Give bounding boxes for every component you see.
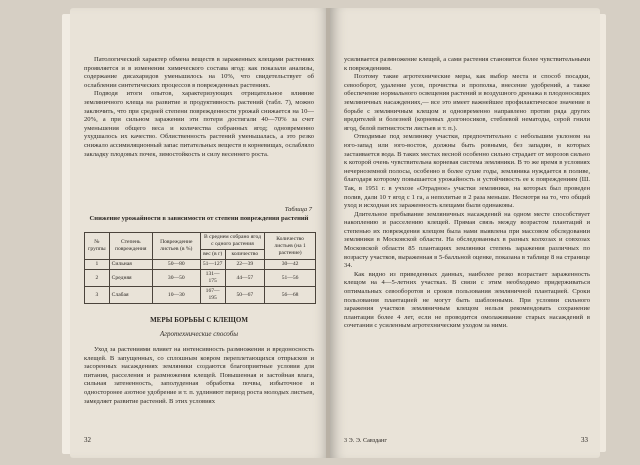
table-header-cell: количество: [225, 250, 265, 260]
table-header-cell: Повреждение листьев (в %): [152, 233, 200, 260]
table-cell: 10—30: [152, 287, 200, 304]
table-cell: 30—42: [265, 260, 316, 270]
right-text: [344, 56, 590, 331]
section-heading: МЕРЫ БОРЬБЫ С КЛЕЩОМ: [150, 316, 248, 324]
table-header-cell: № группы: [85, 233, 110, 260]
table-header-cell: Количество листьев (на 1 растение): [265, 233, 316, 260]
table-caption: Снижение урожайности в зависимости от степени повреждения растений: [89, 215, 309, 222]
table-header-cell: Степень повреждения: [109, 233, 152, 260]
paragraph: Как видно из приведенных данных, наиболее резко возрастает зараженность клещом на 4—5-летних участках. В связи с этим необходимо придерживаться оптимальных севооборотов и сроков пользования земляничной плантацией. Сроки пользования плантацией не могут быть шаблонными. При условии сильного заражения участков земляничным клещом нельзя рекомендовать сохранение плантации более 4 лет, если не проводится омолаживание старых насаждений в сочетании с усиленным агротехническим уходом за ними.: [344, 270, 590, 330]
page-number: 32: [84, 436, 91, 444]
table-header-cell: В среднем собрано ягод с одного растения: [200, 233, 264, 250]
table-cell: 56—68: [265, 287, 316, 304]
right-page: [330, 8, 600, 458]
table-cell: 44—57: [225, 270, 265, 287]
table-cell: 167—195: [200, 287, 225, 304]
left-top-text: [84, 56, 314, 159]
table-cell: 30—50: [152, 270, 200, 287]
table-cell: 131—175: [200, 270, 225, 287]
yield-table: [84, 232, 316, 304]
printer-signature: 3 Э. Э. Савзданг: [344, 437, 387, 444]
paragraph: Поэтому такие агротехнические меры, как выбор места и способ посадки, севооборот, удаление усов, прочистка и прополка, внесение удобрений, а также обеспечение нормального освещения растений и воздушного дренажа в плодоносящих земляничных насаждениях,— все это имеет важнейшее профилактическое значение в борьбе с земляничным клещом и одновременно направлено против ряда других вредителей и болезней (корневых долгоносиков, стеблевой нематоды, серой гнили ягод, белой пятнистости листьев и т. п.).: [344, 73, 590, 132]
table-cell: 3: [85, 287, 110, 304]
left-page: [70, 8, 328, 458]
table-row: [85, 270, 316, 287]
paragraph: Отводимые под землянику участки, предпочтительно с небольшим уклоном на юго-запад или юго-восток, должны быть ровными, без западин, в которых застаивается вода. В таких местах весной особенно сильно страдает от морозов сильно к которой очень чувствительна корневая система земляники. В то же время в условиях нечерноземной полосы, особенно в более сухие годы, земляника нуждается в поливе, благодаря которому повышается урожайность и устойчивость ее к повреждениям (Ш. Так, в 1951 г. в учхозе «Отрадное» участки земляники, на которых был проведен полив, дали 10 т ягод с 1 га, а неполитые в 2 раза меньше. Несмотря на то, что общий уход и исходная их зараженность клещами были одинаковы.: [344, 133, 590, 210]
paragraph: Патологический характер обмена веществ в зараженных клещами растениях проявляется и в изменении химического состава ягод: как показали анализы, содержание дисахаридов уменьшилось на 10%, что свидетельствует об ослаблении синтетических процессов в поврежденных растениях.: [84, 56, 314, 89]
paragraph: усиливается размножение клещей, а сами растения становятся более чувствительными к повреждениям.: [344, 56, 590, 72]
table-cell: 1: [85, 260, 110, 270]
table-cell: 51—56: [265, 270, 316, 287]
paragraph: Уход за растениями влияет на интенсивность размножения и вредоносность клещей. В запущенных, со сплошным ковром переплетающихся отпрысков и засоренных насаждениях земляники создаются благоприятные условия для питания, расселения и размножения клещей. Повышенная и застойная влага, сильная затененность, заполуденная обработка почвы, избыточное и односторонее азотное удобрение и т. п. удлиняют период роста молодых листьев, замедляет развитие растений. В этих условиях: [84, 346, 314, 405]
table-cell: 2: [85, 270, 110, 287]
sub-heading: Агротехнические способы: [160, 330, 238, 338]
table-row: [85, 260, 316, 270]
page-number: 33: [581, 436, 588, 444]
table-cell: Сильная: [109, 260, 152, 270]
table-cell: Слабая: [109, 287, 152, 304]
paragraph: Подводя итоги опытов, характеризующих отрицательное влияние земляничного клеща на развитие и продуктивность растений (табл. 7), можно заключить, что при средней степени поврежденности урожай снижается на 10—20%, а при сильном заражении эти потери достигали 40—70% за счет уменьшения общего веса и количества собранных ягод; одновременно ухудшалось их качество. Облиственность растений уменьшалась, а это резко снижало ассимиляционный запас питательных веществ в корневищах, ослабляло закладку плодовых почек, зимостойкость и силу весеннего роста.: [84, 90, 314, 158]
paragraph: Длительное пребывание земляничных насаждений на одном месте способствует накоплению и расселению клещей. Прямая связь между возрастом плантаций и степенью их повреждения клещом была нами выявлена при массовом обследовании земляники в Московской области. На обследованных в разных колхозах и совхозах Московской области 85 плантациях земляники степень заражения различных по возрасту участков, выраженная в 5-балльной оценке, показана в таблице 8 на странице 34.: [344, 210, 590, 270]
left-bottom-text: [84, 346, 314, 406]
table-cell: 22—39: [225, 260, 265, 270]
table-number: Таблица 7: [284, 206, 312, 213]
table-row: [85, 287, 316, 304]
table-cell: 51—127: [200, 260, 225, 270]
table-header-cell: вес (в г): [200, 250, 225, 260]
table-cell: 50—67: [225, 287, 265, 304]
table-cell: 50—80: [152, 260, 200, 270]
table-cell: Средняя: [109, 270, 152, 287]
